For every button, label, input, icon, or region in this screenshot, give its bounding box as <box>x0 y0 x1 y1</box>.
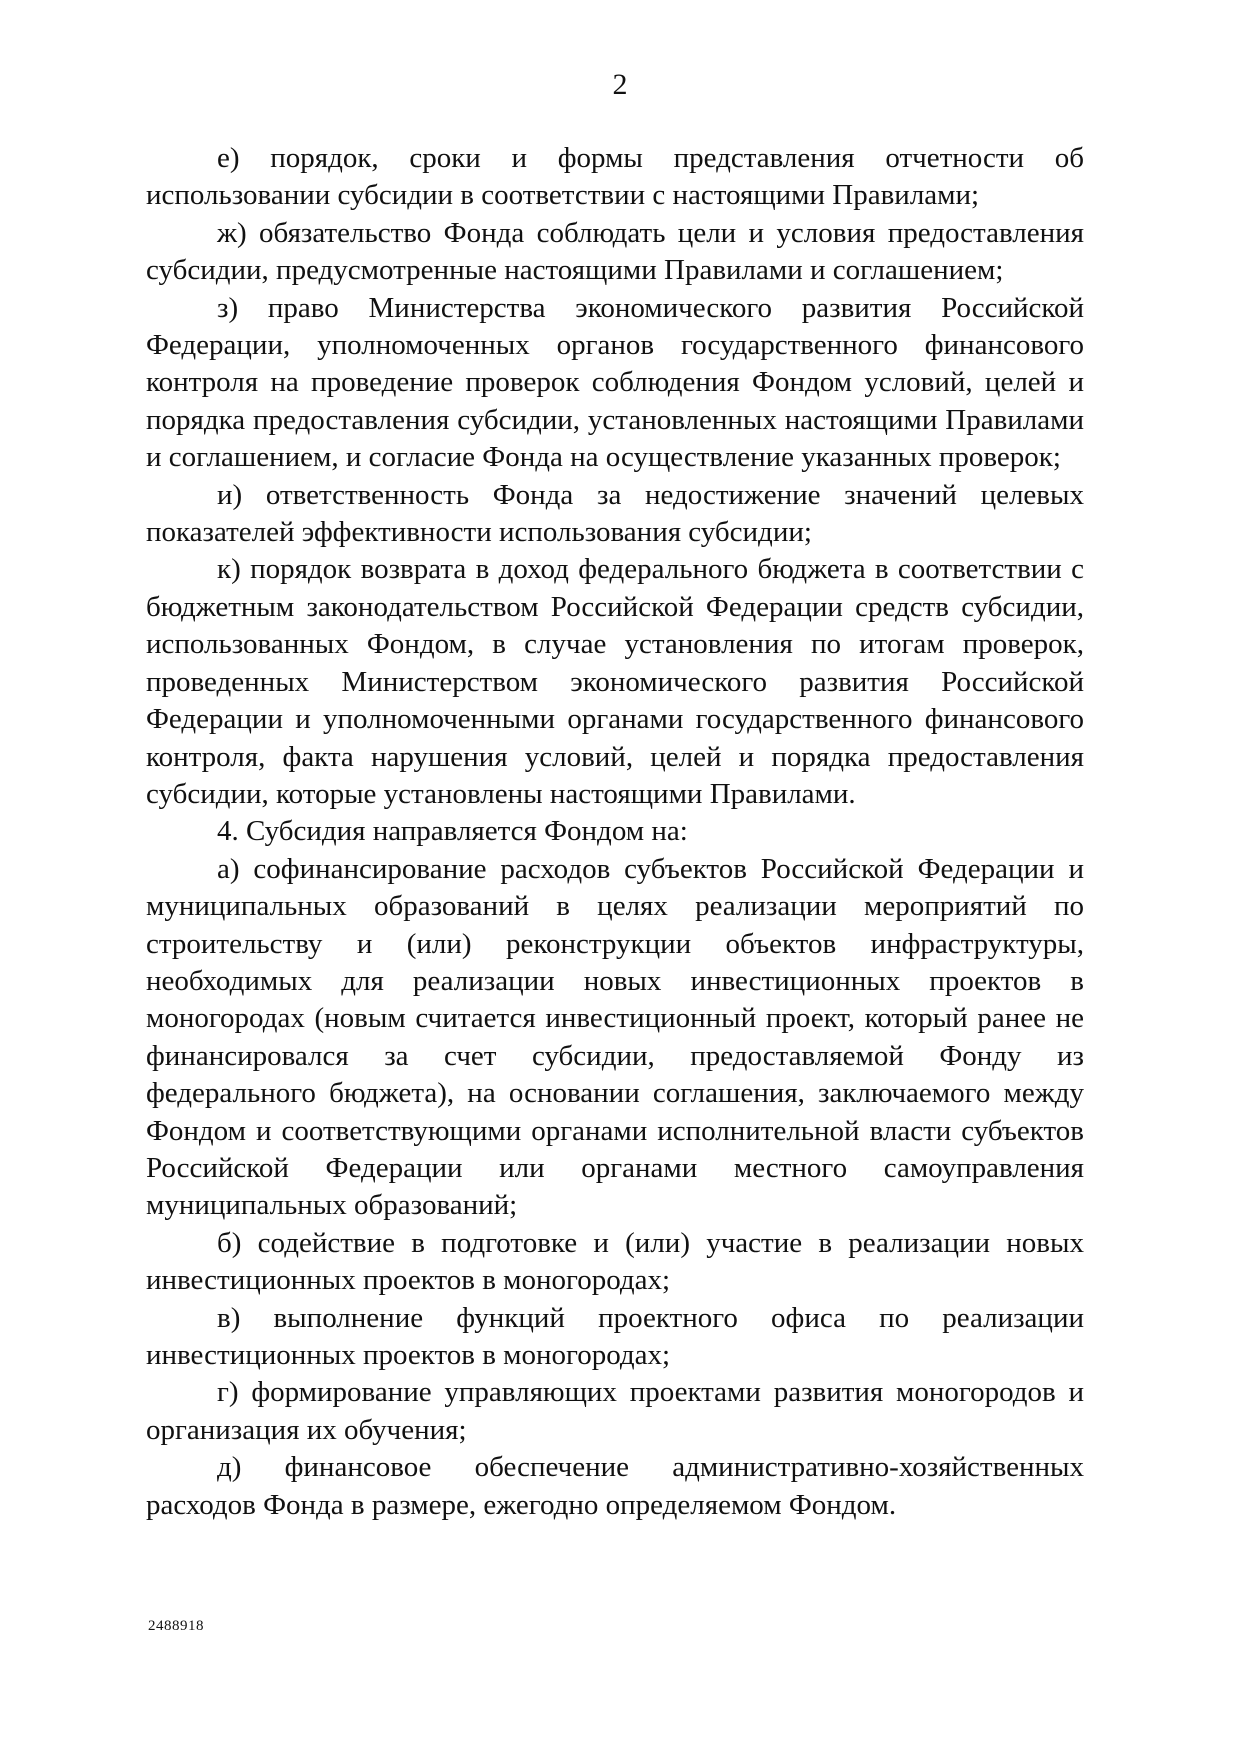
paragraph-e: е) порядок, сроки и формы представления отчетности об использовании субсидии в соответствии с настоящими Правилами; <box>146 142 1084 212</box>
document-body <box>146 140 1084 1524</box>
paragraph-k: к) порядок возврата в доход федерального бюджета в соответствии с бюджетным законодательством Российской Федерации средств субсидии, использованных Фондом, в случае установления по итогам проверок, проведенных Министерством экономического развития Российской Федерации и уполномоченными органами государственного финансового контроля, факта нарушения условий, целей и порядка предоставления субсидии, которые установлены настоящими Правилами. <box>146 553 1084 810</box>
paragraph-i: и) ответственность Фонда за недостижение значений целевых показателей эффективности использования субсидии; <box>146 478 1084 549</box>
paragraph-d: д) финансовое обеспечение административно-хозяйственных расходов Фонда в размере, ежегодно определяемом Фондом. <box>146 1451 1084 1521</box>
page-number: 2 <box>612 68 628 101</box>
paragraph-z: з) право Министерства экономического развития Российской Федерации, уполномоченных органов государственного финансового контроля на проведение проверок соблюдения Фондом условий, целей и порядка предоставления субсидии, установленных настоящими Правилами и соглашением, и согласие Фонда на осуществление указанных проверок; <box>146 291 1084 474</box>
paragraph-a: а) софинансирование расходов субъектов Российской Федерации и муниципальных образований в целях реализации мероприятий по строительству и (или) реконструкции объектов инфраструктуры, необходимых для реализации новых инвестиционных проектов в моногородах (новым считается инвестиционный проект, который ранее не финансировался за счет субсидии, предоставляемой Фонду из федерального бюджета), на основании соглашения, заключаемого между Фондом и соответствующими органами исполнительной власти субъектов Российской Федерации или органами местного самоуправления муниципальных образований; <box>146 852 1084 1222</box>
paragraph-zh: ж) обязательство Фонда соблюдать цели и условия предоставления субсидии, предусмотренные настоящими Правилами и соглашением; <box>146 216 1084 287</box>
section-4-heading: 4. Субсидия направляется Фондом на: <box>217 815 688 848</box>
paragraph-b: б) содействие в подготовке и (или) участие в реализации новых инвестиционных проектов в моногородах; <box>146 1226 1084 1297</box>
paragraph-g: г) формирование управляющих проектами развития моногородов и организация их обучения; <box>146 1376 1084 1446</box>
paragraph-v: в) выполнение функций проектного офиса по реализации инвестиционных проектов в моногородах; <box>146 1301 1084 1371</box>
document-id: 2488918 <box>148 1618 204 1634</box>
